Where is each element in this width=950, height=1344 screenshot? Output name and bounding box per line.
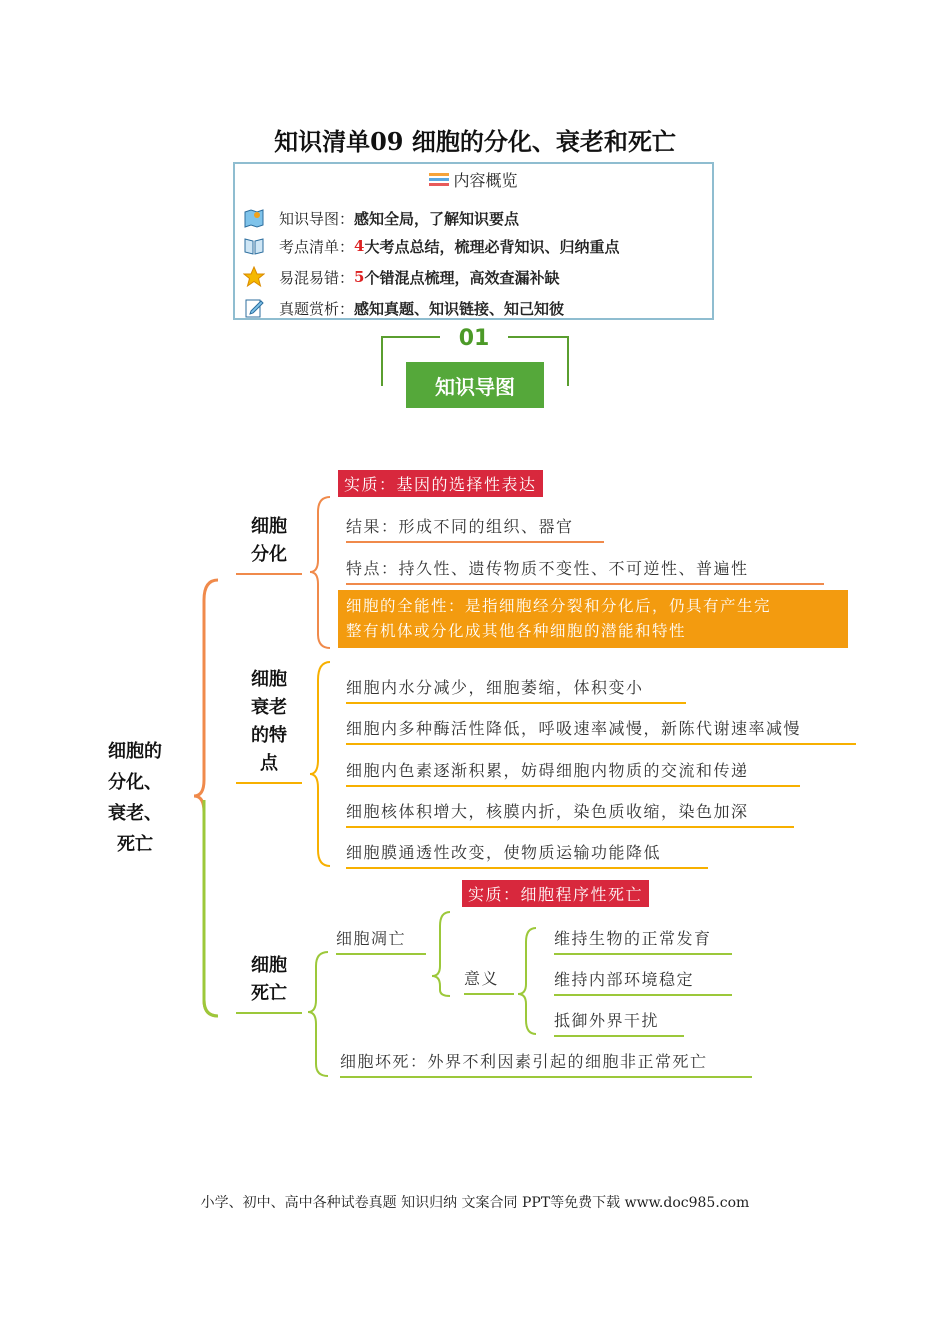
section-label: 知识导图: [406, 362, 544, 408]
differentiation-essence: 实质：基因的选择性表达: [338, 470, 543, 497]
death-title: 细胞 死亡: [236, 952, 302, 1014]
overview-row: 易混易错： 5 个错混点梳理，高效查漏补缺: [243, 265, 559, 289]
totipotency-box: 细胞的全能性：是指细胞经分裂和分化后，仍具有产生完 整有机体或分化成其他各种细胞的潜能和特性: [338, 590, 848, 648]
meaning-item: 抵御外界干扰: [554, 1008, 684, 1037]
significance-node: 意义: [464, 966, 514, 995]
overview-row: 知识导图： 感知全局，了解知识要点: [243, 206, 519, 230]
differentiation-title: 细胞 分化: [236, 513, 302, 575]
aging-title: 细胞 衰老 的特 点: [236, 666, 302, 784]
differentiation-result: 结果：形成不同的组织、器官: [346, 514, 604, 543]
meaning-item: 维持生物的正常发育: [554, 926, 732, 955]
overview-row: 考点清单： 4 大考点总结，梳理必背知识、归纳重点: [243, 234, 619, 258]
overview-heading: 内容概览: [235, 168, 712, 191]
page-title: 知识清单09 细胞的分化、衰老和死亡: [274, 127, 676, 156]
aging-item: 细胞内水分减少，细胞萎缩，体积变小: [346, 675, 686, 704]
mindmap-root: 细胞的 分化、 衰老、 死亡: [108, 741, 162, 855]
aging-item: 细胞膜通透性改变，使物质运输功能降低: [346, 840, 708, 869]
necrosis-node: 细胞坏死：外界不利因素引起的细胞非正常死亡: [340, 1049, 752, 1078]
aging-item: 细胞内色素逐渐积累，妨碍细胞内物质的交流和传递: [346, 758, 800, 787]
apoptosis-essence: 实质：细胞程序性死亡: [462, 880, 649, 907]
apoptosis-node: 细胞凋亡: [336, 926, 426, 955]
meaning-item: 维持内部环境稳定: [554, 967, 732, 996]
differentiation-feature: 特点：持久性、遗传物质不变性、不可逆性、普遍性: [346, 556, 824, 585]
footer-text: 小学、初中、高中各种试卷真题 知识归纳 文案合同 PPT等免费下载 www.doc985.com: [200, 1195, 750, 1211]
section-number: 01: [440, 326, 508, 356]
aging-item: 细胞内多种酶活性降低，呼吸速率减慢，新陈代谢速率减慢: [346, 716, 856, 745]
aging-item: 细胞核体积增大，核膜内折，染色质收缩，染色加深: [346, 799, 794, 828]
overview-row: 真题赏析： 感知真题、知识链接、知己知彼: [243, 296, 564, 320]
